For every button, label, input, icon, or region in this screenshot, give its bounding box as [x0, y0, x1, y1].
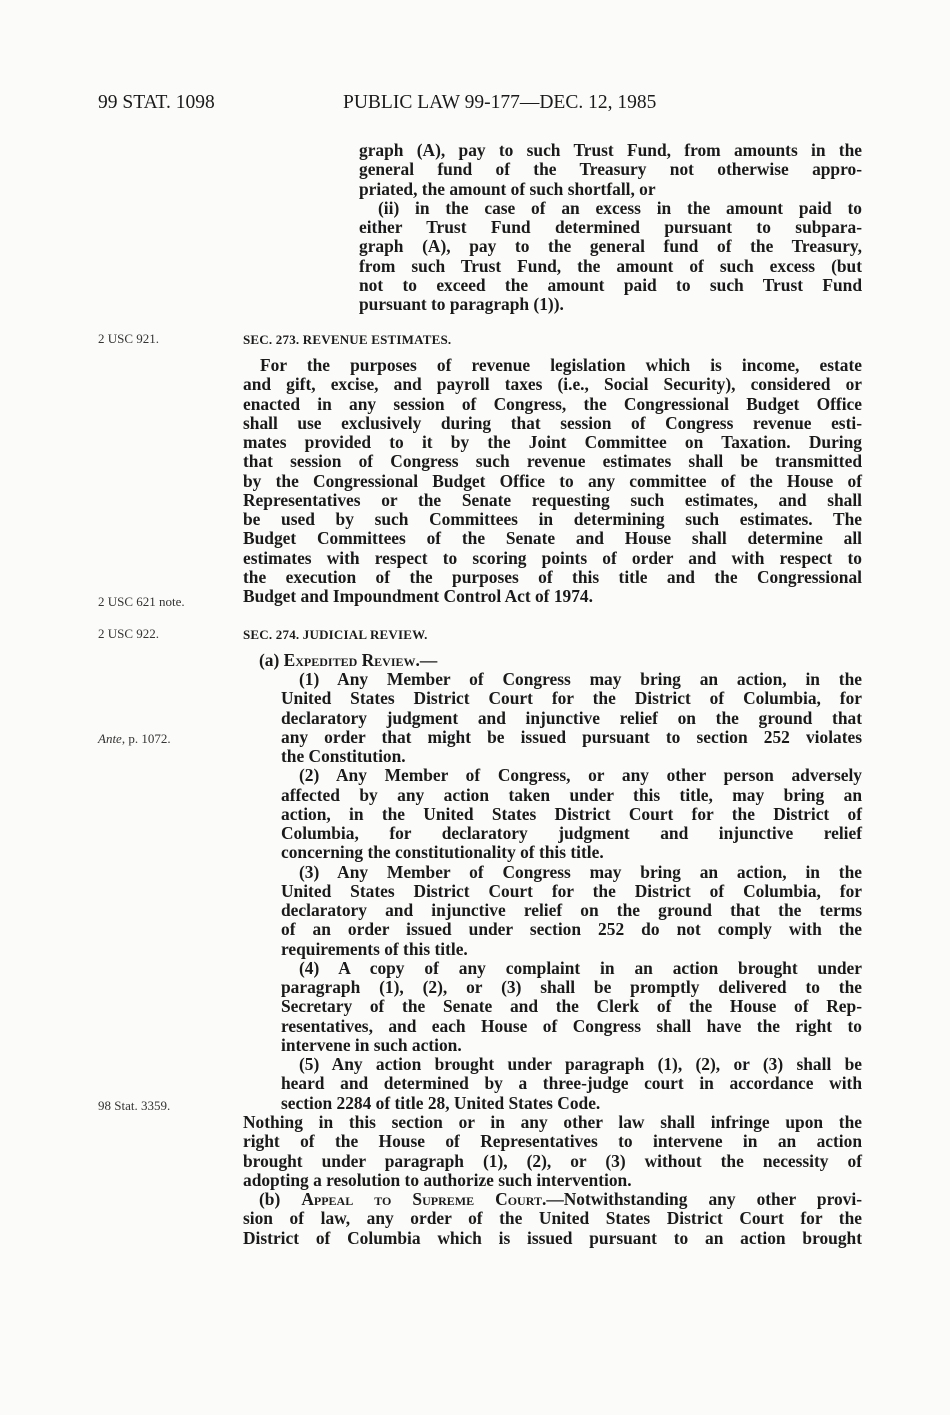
subsection-b-prefix: (b) [259, 1189, 302, 1209]
paragraph-line: resentatives, and each House of Congress shall have the right to [281, 1015, 862, 1036]
closing-line: brought under paragraph (1), (2), or (3) without the necessity of [243, 1150, 862, 1171]
closing-line: right of the House of Representatives to intervene in an action [243, 1131, 862, 1152]
paragraph-line: the Constitution. [281, 746, 406, 766]
continuation-line: (ii) in the case of an excess in the amount paid to [378, 197, 862, 218]
subsection-b-line: sion of law, any order of the United States District Court for the [243, 1208, 862, 1229]
subsection-b-title: Appeal to Supreme Court. [301, 1189, 547, 1209]
continuation-line: pursuant to paragraph (1)). [359, 294, 564, 314]
continuation-line: graph (A), pay to such Trust Fund, from amounts in the [359, 140, 862, 160]
paragraph-line: paragraph (1), (2), or (3) shall be promptly delivered to the [281, 977, 862, 997]
paragraph-line: heard and determined by a three-judge court in accordance with [281, 1073, 862, 1094]
sec-273-body [243, 356, 862, 606]
sec-273-line: be used by such Committees in determining such estimates. The [243, 509, 862, 529]
paragraph-line: (4) A copy of any complaint in an action brought under [299, 957, 862, 978]
sec-273-line: that session of Congress such revenue estimates shall be transmitted [243, 451, 862, 472]
continuation-line: not to exceed the amount paid to such Trust Fund [359, 274, 862, 295]
margin-note-2usc921: 2 USC 921. [98, 331, 160, 346]
continuation-line: either Trust Fund determined pursuant to subpara- [359, 217, 862, 237]
sec-273-line: mates provided to it by the Joint Committee on Taxation. During [243, 432, 862, 452]
subsection-a-title: Expedited Review.— [283, 650, 438, 670]
public-law-header: PUBLIC LAW 99-177—DEC. 12, 1985 [343, 92, 657, 113]
paragraph-line: (5) Any action brought under paragraph (1), (2), or (3) shall be [299, 1054, 862, 1074]
paragraph-line: (3) Any Member of Congress may bring an action, in the [299, 861, 862, 882]
paragraph-line: affected by any action taken under this title, may bring an [281, 784, 862, 805]
continuation-line: general fund of the Treasury not otherwise appro- [359, 159, 862, 180]
subsection-a-prefix: (a) [259, 650, 284, 670]
continuation-line: graph (A), pay to the general fund of the Treasury, [359, 236, 862, 257]
sec-273-line: Representatives or the Senate requesting such estimates, and shall [243, 489, 862, 510]
paragraph-line: intervene in such action. [281, 1034, 462, 1055]
continuation-block [359, 141, 862, 314]
sec-273-line: by the Congressional Budget Office to any committee of the House of [243, 470, 862, 491]
closing-paragraph [243, 1113, 862, 1248]
page-stat-header: 99 STAT. 1098 [98, 92, 215, 113]
sec-273-line: enacted in any session of Congress, the Congressional Budget Office [243, 393, 862, 414]
subsection-b-line [243, 1190, 862, 1209]
sec-273-line: For the purposes of revenue legislation which is income, estate [260, 355, 862, 375]
paragraph-line: of an order issued under section 252 do not comply with the [281, 919, 862, 940]
paragraph-line: declaratory and injunctive relief on the ground that the terms [281, 900, 862, 920]
paragraph-line: concerning the constitutionality of this title. [281, 842, 604, 863]
paragraph-line: Secretary of the Senate and the Clerk of the House of Rep- [281, 996, 862, 1017]
sec-273-line: and gift, excise, and payroll taxes (i.e., Social Security), considered or [243, 374, 862, 395]
subsection-b-rest: —Notwithstanding any other provi- [546, 1189, 862, 1209]
margin-note-98stat: 98 Stat. 3359. [98, 1098, 171, 1113]
subsection-a-paragraphs [281, 670, 862, 1113]
continuation-line: from such Trust Fund, the amount of such excess (but [359, 255, 862, 276]
closing-line: adopting a resolution to authorize such intervention. [243, 1169, 632, 1190]
paragraph-line: section 2284 of title 28, United States Code. [281, 1092, 601, 1113]
paragraph-line: action, in the United States District Court for the District of [281, 803, 862, 824]
paragraph-line: United States District Court for the District of Columbia, for [281, 880, 862, 901]
paragraph-line: (1) Any Member of Congress may bring an action, in the [299, 669, 862, 689]
sec-273-line: Budget and Impoundment Control Act of 1974. [243, 586, 593, 606]
sec-273-line: shall use exclusively during that session of Congress revenue esti- [243, 412, 862, 433]
paragraph-line: Columbia, for declaratory judgment and injunctive relief [281, 823, 862, 843]
paragraph-line: requirements of this title. [281, 938, 468, 959]
paragraph-line: any order that might be issued pursuant to section 252 violates [281, 726, 862, 747]
margin-note-2usc621: 2 USC 621 note. [98, 594, 185, 609]
sec-274-heading: SEC. 274. JUDICIAL REVIEW. [243, 627, 428, 642]
sec-273-line: estimates with respect to scoring points of order and with respect to [243, 547, 862, 568]
sec-273-heading: SEC. 273. REVENUE ESTIMATES. [243, 332, 452, 347]
sec-273-line: Budget Committees of the Senate and House shall determine all [243, 528, 862, 549]
margin-note-ante-rest: , p. 1072. [121, 731, 171, 746]
continuation-line: priated, the amount of such shortfall, or [359, 178, 656, 199]
sec-273-line: the execution of the purposes of this title and the Congressional [243, 566, 862, 587]
margin-note-ante [98, 731, 171, 747]
closing-line: Nothing in this section or in any other law shall infringe upon the [243, 1112, 862, 1132]
paragraph-line: declaratory judgment and injunctive relief on the ground that [281, 707, 862, 728]
margin-note-2usc922: 2 USC 922. [98, 626, 160, 641]
margin-note-ante-italic: Ante [98, 731, 122, 746]
subsection-a-heading [259, 650, 437, 671]
paragraph-line: (2) Any Member of Congress, or any other person adversely [299, 765, 862, 786]
paragraph-line: United States District Court for the District of Columbia, for [281, 688, 862, 709]
subsection-b-line: District of Columbia which is issued pursuant to an action brought [243, 1227, 862, 1248]
